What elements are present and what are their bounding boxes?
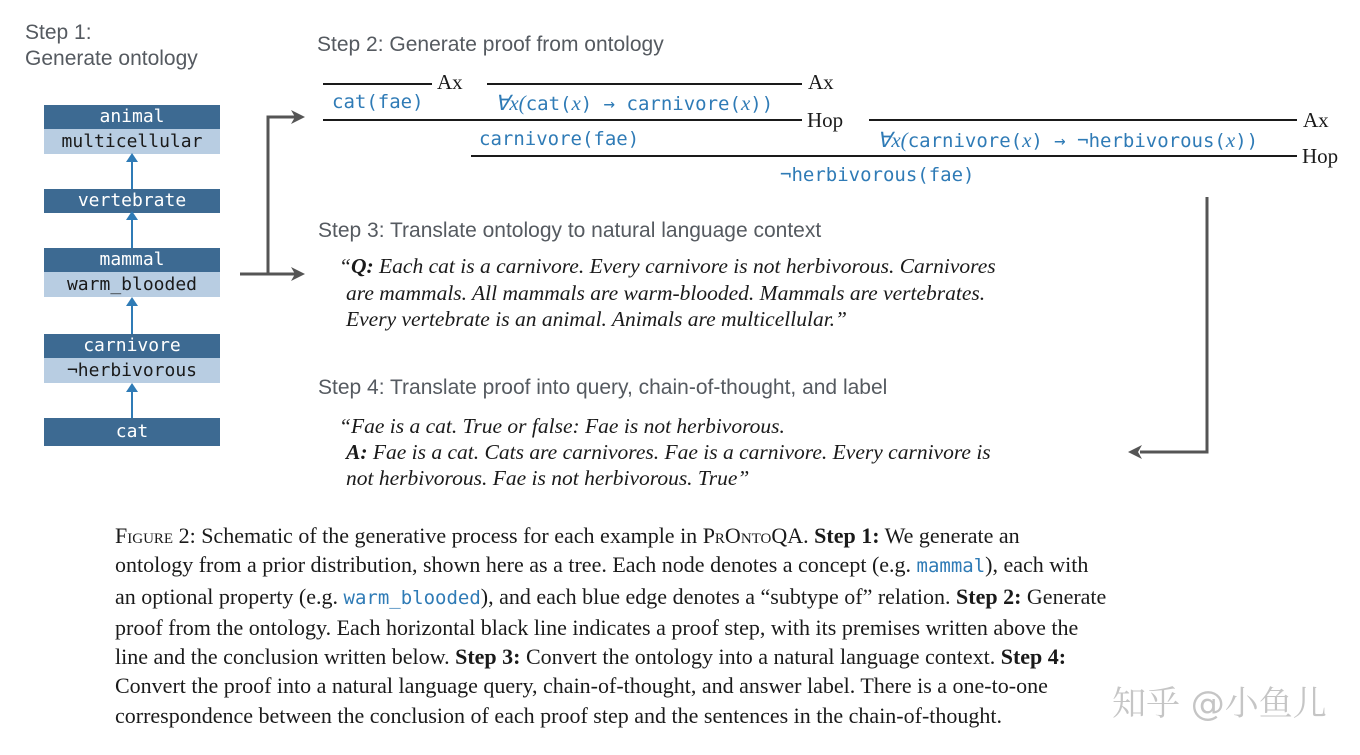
step4-title: Step 4: Translate proof into query, chain-of-thought, and label [318, 376, 888, 399]
proof-line-hop-2 [471, 155, 1297, 157]
caption-text: ), each with [985, 552, 1089, 578]
term-part: )) [1235, 130, 1259, 152]
proof-line-axiom-3 [869, 119, 1297, 121]
variable: x [571, 91, 581, 115]
rule-label-ax: Ax [1303, 108, 1329, 132]
proof-line-hop-1 [323, 119, 802, 121]
caption-line-1 [115, 521, 1280, 550]
rule-label-ax: Ax [437, 70, 463, 94]
caption-text: an optional property (e.g. [115, 583, 344, 609]
caption-step-label: Step 3: [455, 644, 521, 670]
watermark: 知乎 @小鱼儿 [1112, 684, 1327, 724]
arrowhead-icon [1128, 445, 1142, 459]
concept-label: cat [44, 418, 220, 446]
caption-text: . [803, 523, 815, 548]
context-line-1 [339, 253, 996, 279]
forall-symbol: ∀x( [495, 91, 526, 115]
caption-line-4: proof from the ontology. Each horizontal black line indicates a proof step, with its premises written above the [115, 614, 1079, 640]
rule-label-hop: Hop [1302, 144, 1339, 168]
caption-line-7: correspondence between the conclusion of each proof step and the sentences in the chain-of-thought. [115, 702, 1003, 728]
caption-text: line and the conclusion written below. [115, 644, 456, 670]
term-part: ) → carnivore( [580, 93, 741, 115]
variable: x [1022, 128, 1032, 152]
figure-caption [115, 521, 1280, 730]
caption-line-5 [115, 642, 1280, 671]
caption-text: Schematic of the generative process for each example in [195, 523, 703, 548]
caption-text: Convert the ontology into a natural language context. [520, 644, 1001, 670]
query-line: “Fae is a cat. True or false: Fae is not herbivorous. [339, 414, 785, 438]
proof-line-axiom-2 [487, 83, 802, 85]
dataset-name: QA [771, 523, 804, 548]
conclusion-not-herbivorous-fae: ¬herbivorous(fae) [780, 164, 975, 186]
arrow-to-step4 [1140, 197, 1207, 452]
premise-forall-carnivore-herbivorous [877, 128, 1258, 153]
context-text: Each cat is a carnivore. Every carnivore is not herbivorous. Carnivores [379, 254, 996, 278]
caption-step-label: Step 1: [814, 523, 880, 548]
context-line-2: are mammals. All mammals are warm-blooded. Mammals are vertebrates. [346, 281, 986, 305]
context-line-3: Every vertebrate is an animal. Animals are multicellular.” [346, 307, 848, 331]
caption-step-label: Step 4: [1000, 644, 1067, 670]
concept-label: animal [44, 105, 220, 129]
step2-title: Step 2: Generate proof from ontology [317, 33, 664, 56]
answer-text: Fae is a cat. Cats are carnivores. Fae is a carnivore. Every carnivore is [372, 440, 991, 464]
code-example: warm_blooded [343, 586, 481, 609]
arrow-to-step2 [240, 117, 300, 274]
step3-title: Step 3: Translate ontology to natural language context [318, 219, 822, 242]
chain-of-thought-line-1 [346, 439, 991, 465]
term-part: ) → ¬herbivorous( [1031, 130, 1226, 152]
rule-label-ax: Ax [808, 70, 834, 94]
caption-text: Generate [1021, 583, 1107, 609]
premise-cat-fae: cat(fae) [332, 91, 424, 113]
property-label: warm_blooded [44, 272, 220, 297]
premise-forall-cat-carnivore [495, 91, 773, 116]
step1-description: Generate ontology [25, 47, 198, 70]
caption-line-3 [115, 582, 1280, 613]
term-part: carnivore( [907, 130, 1023, 152]
caption-step-label: Step 2: [956, 583, 1022, 609]
variable: x [740, 91, 751, 115]
caption-line-2 [115, 550, 1280, 581]
variable: x [1225, 128, 1236, 152]
dataset-name: PrOnto [702, 523, 772, 548]
caption-text: ontology from a prior distribution, shown here as a tree. Each node denotes a concept (e.g. [115, 552, 917, 578]
rule-label-hop: Hop [807, 108, 844, 132]
proof-line-axiom-1 [323, 83, 432, 85]
step1-label: Step 1: [25, 21, 92, 44]
property-label: ¬herbivorous [44, 358, 220, 383]
conclusion-carnivore-fae: carnivore(fae) [479, 128, 640, 150]
caption-line-6: Convert the proof into a natural language query, chain-of-thought, and answer label. There is a one-to-one [115, 673, 1048, 699]
q-label: Q: [350, 254, 374, 278]
caption-text: ), and each blue edge denotes a “subtype of” relation. [480, 583, 957, 609]
term-part: )) [750, 93, 774, 115]
code-example: mammal [916, 555, 986, 578]
figure-label: Figure 2: [115, 523, 196, 548]
concept-label: carnivore [44, 334, 220, 358]
concept-label: mammal [44, 248, 220, 272]
open-quote: “ [339, 254, 351, 278]
a-label: A: [346, 440, 368, 464]
term-part: cat( [525, 93, 572, 115]
concept-label: vertebrate [44, 189, 220, 213]
forall-symbol: ∀x( [877, 128, 908, 152]
chain-of-thought-line-2: not herbivorous. Fae is not herbivorous. True” [346, 466, 750, 490]
caption-text: We generate an [879, 523, 1020, 548]
property-label: multicellular [44, 129, 220, 154]
